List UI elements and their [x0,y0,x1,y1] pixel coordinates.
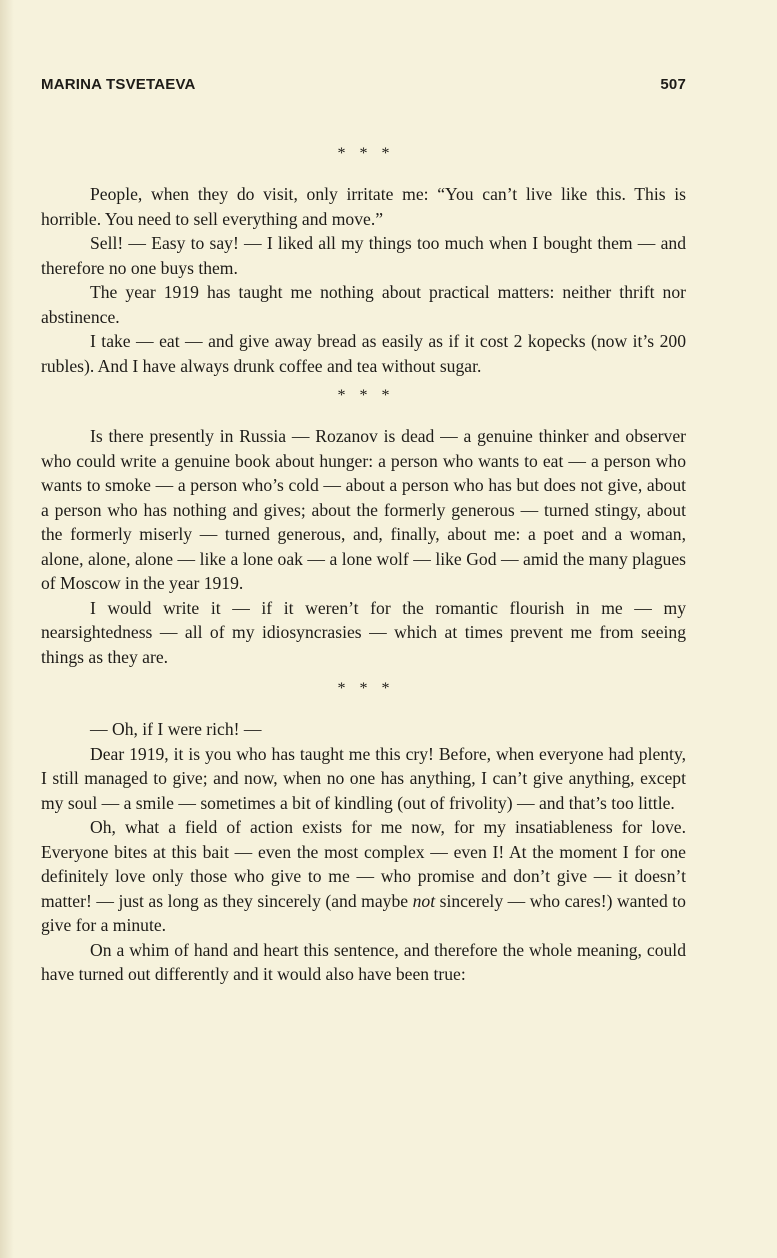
section-break: * * * [337,145,390,162]
paragraph-text: sincerely — who cares!) wanted to give for a minute. [41,890,686,935]
emphasis: not [412,890,436,911]
paragraph-text: Oh, what a field of action exists for me now, for my insatiableness for love. Everyone bites at this bait — even the most complex — even I! At the moment I for one definitely love only those who give to me — who promise and don’t give — it doesn’t matter! — just as long as they sincerely (and maybe [41,817,686,911]
page-gutter-shadow [0,0,14,1258]
paragraph: People, when they do visit, only irritate me: “You can’t live like this. This is horrible. You need to sell everything and move.” [41,184,686,229]
book-page [41,76,686,987]
running-title: MARINA TSVETAEVA [41,76,196,93]
paragraph: — Oh, if I were rich! — [90,719,262,739]
section-break: * * * [337,680,390,697]
paragraph: The year 1919 has taught me nothing about practical matters: neither thrift nor abstinence. [41,282,686,327]
paragraph [41,815,686,938]
paragraph: I take — eat — and give away bread as easily as if it cost 2 kopecks (now it’s 200 rubles). And I have always drunk coffee and tea without sugar. [41,331,686,376]
section-break: * * * [337,387,390,404]
paragraph: Sell! — Easy to say! — I liked all my things too much when I bought them — and therefore no one buys them. [41,233,686,278]
paragraph: On a whim of hand and heart this sentence, and therefore the whole meaning, could have turned out differently and it would also have been true: [41,939,686,984]
paragraph: Is there presently in Russia — Rozanov is dead — a genuine thinker and observer who could write a genuine book about hunger: a person who wants to eat — a person who wants to smoke — a person who’s cold — about a person who has but does not give, about a person who has nothing and gives; about the formerly generous — turned stingy, about the formerly miserly — turned generous, and, finally, about me: a poet and a woman, alone, alone, alone — like a lone oak — a lone wolf — like God — amid the many plagues of Moscow in the year 1919. [41,426,686,593]
text-section-3 [41,717,686,987]
page-number: 507 [660,76,686,93]
paragraph: Dear 1919, it is you who has taught me this cry! Before, when everyone had plenty, I still managed to give; and now, when no one has anything, I can’t give anything, except my soul — a smile — sometimes a bit of kindling (out of frivolity) — and that’s too little. [41,743,686,813]
text-section-1 [41,182,686,378]
paragraph: I would write it — if it weren’t for the romantic flourish in me — my nearsightedness — all of my idiosyncrasies — which at times prevent me from seeing things as they are. [41,597,686,667]
page-header [41,76,686,100]
text-section-2 [41,424,686,669]
